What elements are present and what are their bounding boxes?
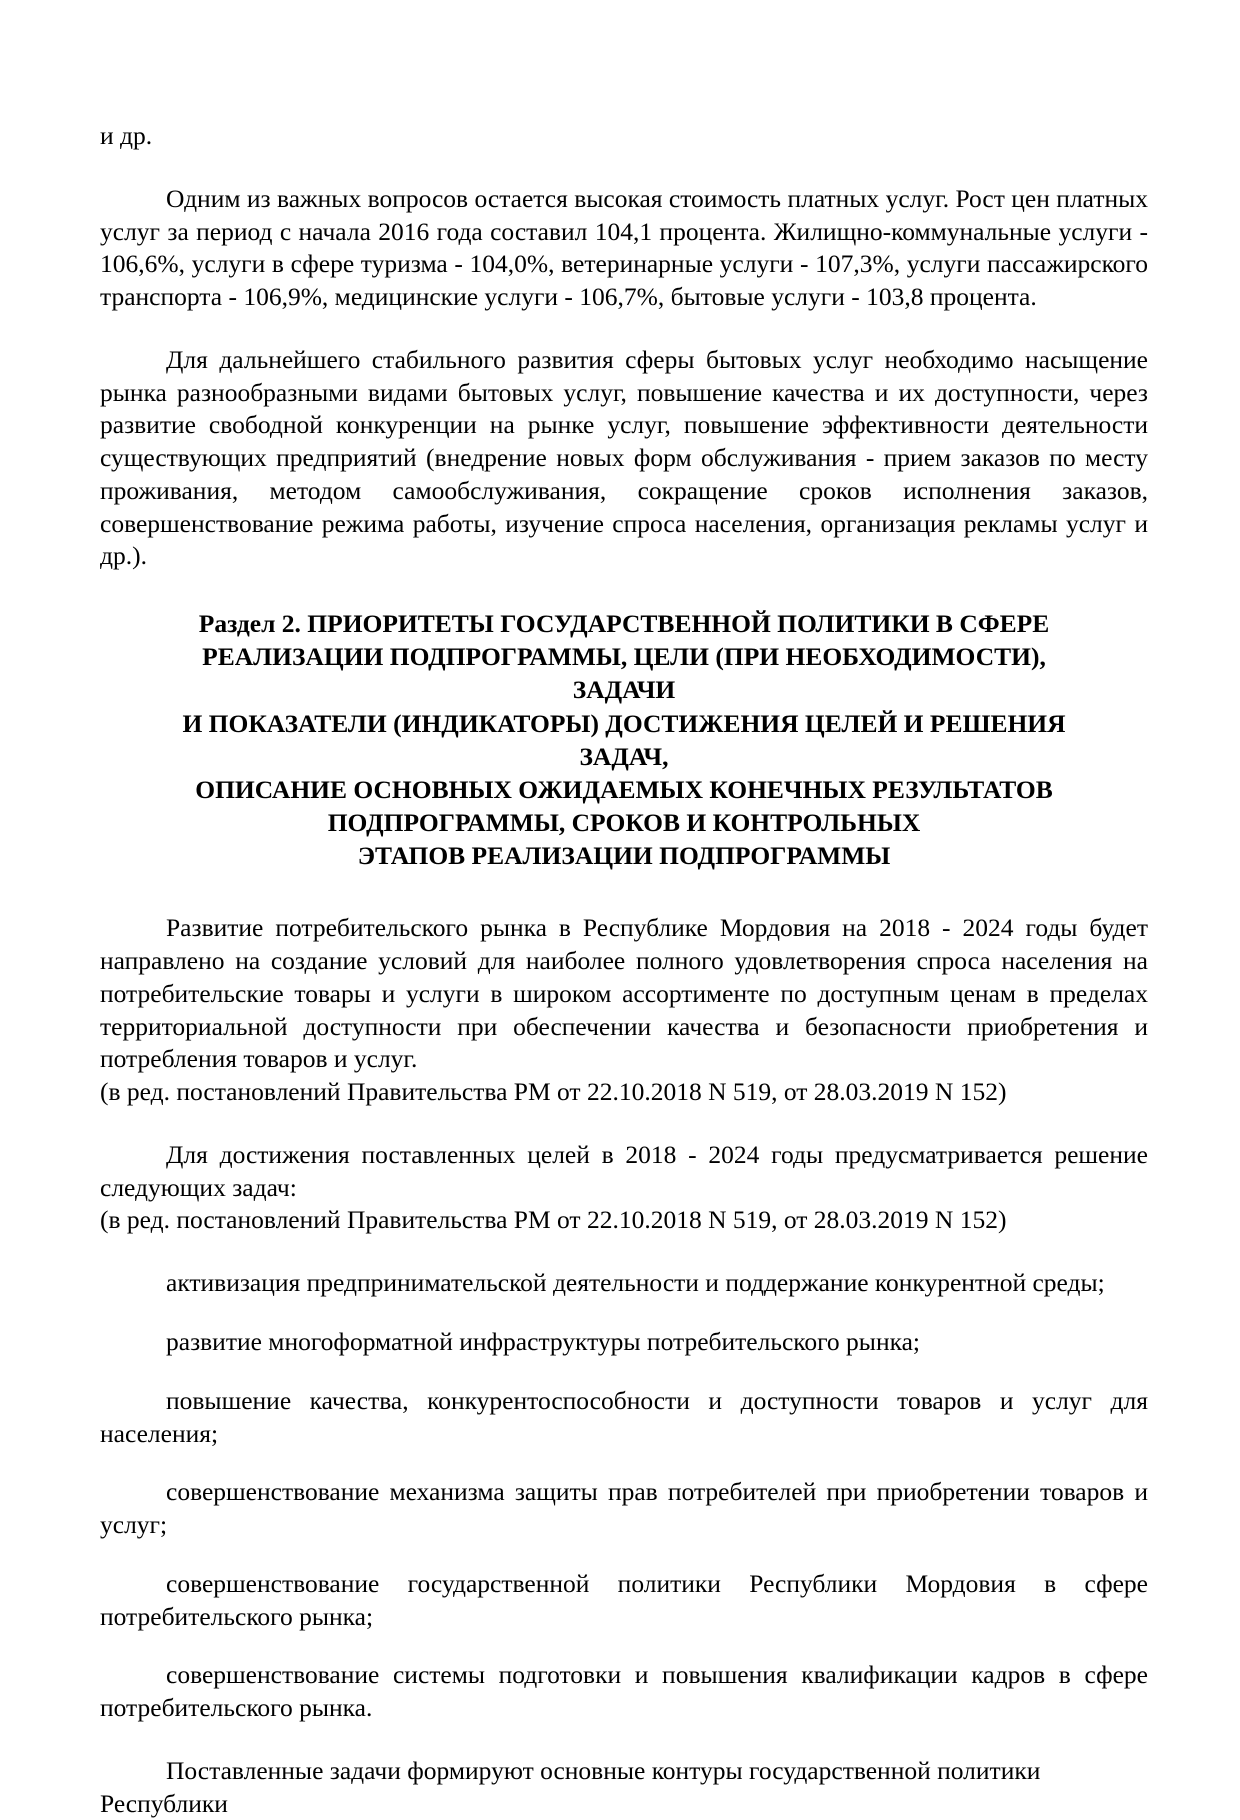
paragraph-spacer	[100, 314, 1148, 344]
task-item: совершенствование механизма защиты прав потребителей при приобретении товаров и услуг;	[100, 1477, 1148, 1540]
continued-fragment: и др.	[100, 121, 153, 150]
list-spacer	[100, 1450, 1148, 1476]
heading-line-4: И ПОКАЗАТЕЛИ (ИНДИКАТОРЫ) ДОСТИЖЕНИЯ ЦЕЛЕЙ И РЕШЕНИЯ	[182, 708, 1066, 738]
section-2-heading	[100, 607, 1148, 872]
list-spacer	[100, 1633, 1148, 1659]
paragraph-tasks-intro: Для достижения поставленных целей в 2018 - 2024 годы предусматривается решение следующих задач:	[100, 1139, 1148, 1202]
list-spacer	[100, 1542, 1148, 1568]
paragraph-household-services-development: Для дальнейшего стабильного развития сферы бытовых услуг необходимо насыщение рынка разнообразными видами бытовых услуг, повышение качества и их доступности, через развитие свободной конкуренции на рынке услуг, повышение эффективности деятельности существующих предприятий (внедрение новых форм обслуживания - прием заказов по месту проживания, методом самообслуживания, сокращение сроков исполнения заказов, совершенствование режима работы, изучение спроса населения, организация рекламы услуг и др.).	[100, 344, 1148, 571]
document-body	[100, 120, 1148, 1820]
paragraph-spacer	[100, 1725, 1148, 1755]
heading-line-7: ПОДПРОГРАММЫ, СРОКОВ И КОНТРОЛЬНЫХ	[327, 808, 921, 838]
paragraph-paid-services-prices: Одним из важных вопросов остается высокая стоимость платных услуг. Рост цен платных услуг за период с начала 2016 года составил 104,1 процента. Жилищно-коммунальные услуги - 106,6%, услуги в сфере туризма - 104,0%, ветеринарные услуги - 107,3%, услуги пассажирского транспорта - 106,9%, медицинские услуги - 106,7%, бытовые услуги - 103,8 процента.	[100, 183, 1148, 312]
heading-line-3: ЗАДАЧИ	[572, 675, 676, 705]
task-item: повышение качества, конкурентоспособности и доступности товаров и услуг для населения;	[100, 1385, 1148, 1448]
paragraph-spacer	[100, 1109, 1148, 1139]
paragraph-spacer	[100, 153, 1148, 183]
list-spacer	[100, 1359, 1148, 1385]
heading-line-5: ЗАДАЧ,	[579, 741, 669, 771]
task-item: совершенствование системы подготовки и повышения квалификации кадров в сфере потребительского рынка.	[100, 1660, 1148, 1723]
amendment-reference-2: (в ред. постановлений Правительства РМ от 22.10.2018 N 519, от 28.03.2019 N 152)	[100, 1205, 1007, 1235]
list-spacer	[100, 1300, 1148, 1326]
heading-line-8: ЭТАПОВ РЕАЛИЗАЦИИ ПОДПРОГРАММЫ	[357, 841, 891, 871]
heading-line-2: РЕАЛИЗАЦИИ ПОДПРОГРАММЫ, ЦЕЛИ (ПРИ НЕОБХОДИМОСТИ),	[202, 642, 1046, 672]
heading-line-6: ОПИСАНИЕ ОСНОВНЫХ ОЖИДАЕМЫХ КОНЕЧНЫХ РЕЗУЛЬТАТОВ	[195, 774, 1053, 804]
task-item: развитие многоформатной инфраструктуры потребительского рынка;	[166, 1326, 920, 1356]
paragraph-closing: Поставленные задачи формируют основные контуры государственной политики Республики	[100, 1755, 1041, 1818]
paragraph-consumer-market-goal: Развитие потребительского рынка в Республике Мордовия на 2018 - 2024 годы будет направлено на создание условий для наиболее полного удовлетворения спроса населения на потребительские товары и услуги в широком ассортименте по доступным ценам в пределах территориальной доступности при обеспечении качества и безопасности приобретения и потребления товаров и услуг.	[100, 913, 1148, 1074]
paragraph-spacer	[100, 878, 1148, 912]
amendment-reference-1: (в ред. постановлений Правительства РМ от 22.10.2018 N 519, от 28.03.2019 N 152)	[100, 1077, 1007, 1107]
paragraph-spacer	[100, 1237, 1148, 1267]
task-item: активизация предпринимательской деятельности и поддержание конкурентной среды;	[166, 1268, 1105, 1298]
heading-line-1: Раздел 2. ПРИОРИТЕТЫ ГОСУДАРСТВЕННОЙ ПОЛИТИКИ В СФЕРЕ	[198, 609, 1050, 639]
task-item: совершенствование государственной политики Республики Мордовия в сфере потребительского рынка;	[100, 1568, 1148, 1631]
